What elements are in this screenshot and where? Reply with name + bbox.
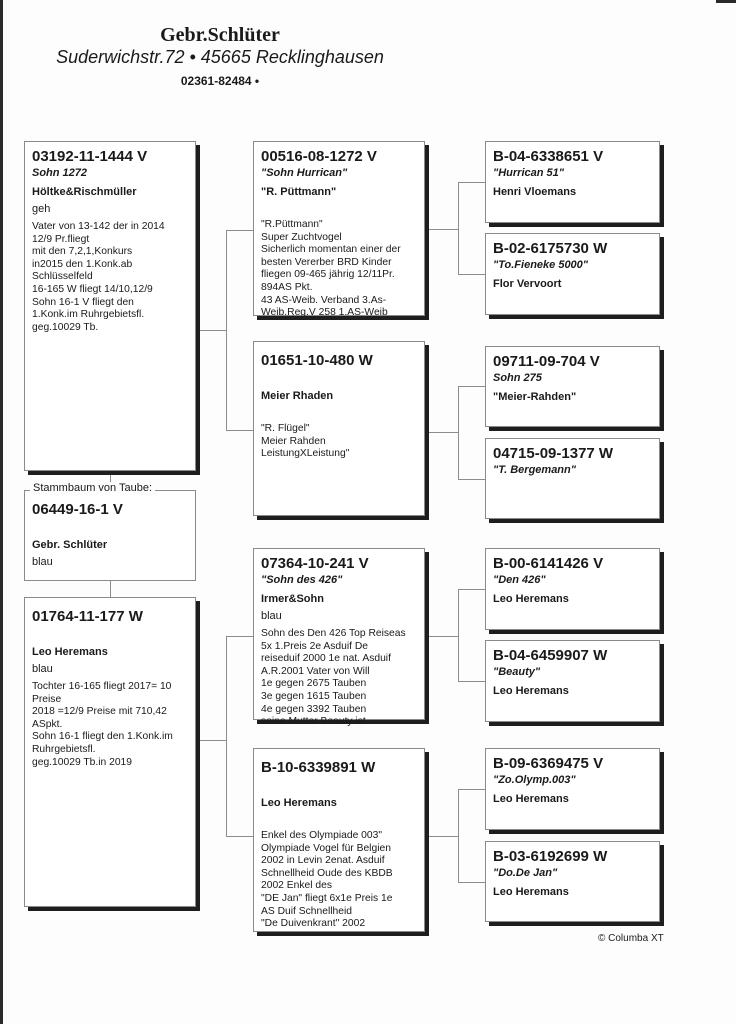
nickname: "To.Fieneke 5000" [493,259,589,271]
breeder: Meier Rhaden [261,390,334,402]
nickname: "Den 426" [493,574,546,586]
connector-line [425,229,458,230]
great-grandparent-card [485,233,660,315]
color: blau [32,556,53,568]
connector-line [458,882,485,883]
breeder: Flor Vervoort [493,278,562,290]
breeder: Leo Heremans [493,685,569,697]
connector-line [458,681,485,682]
ring-number: 04715-09-1377 W [493,445,614,462]
notes: Sohn des Den 426 Top Reiseas 5x 1.Preis 2e Asduif De reiseduif 2000 1e nat. Asduif A.R.2001 Vater von Will 1e gegen 2675 Tauben 3e gegen 1615 Tauben 4e gegen 3392 Tauben seine Mutter Beauty ist [261,628,406,728]
ring-number: B-09-6369475 V [493,755,604,772]
nickname: "Beauty" [493,666,541,678]
connector-line [226,230,227,430]
connector-line [458,386,459,479]
breeder: Leo Heremans [493,886,569,898]
notes: "R.Püttmann" Super Zuchtvogel Sicherlich momentan einer der besten Vererber BRD Kinder fliegen 09-465 jährig 12/11Pr. 894AS Pkt. 43 AS-Weib. Verband 3.As- Weib.Reg.V 258 1.AS-Weib [261,219,401,319]
color: blau [261,610,282,622]
breeder: Leo Heremans [32,646,108,658]
breeder: Henri Vloemans [493,186,577,198]
ring-number: 03192-11-1444 V [32,148,148,165]
notes: Enkel des Olympiade 003" Olympiade Vogel für Belgien 2002 in Levin 2enat. Asduif Schnellheid Oude des KBDB 2002 Enkel des "DE Jan" fliegt 6x1e Preis 1e AS Duif Schnellheid "De Duivenkrant" 2002 [261,830,393,930]
connector-line [425,432,458,433]
nickname: "Sohn Hurrican" [261,167,348,179]
mother-card [24,597,196,907]
ring-number: 01651-10-480 W [261,352,373,369]
great-grandparent-card [485,548,660,630]
great-grandparent-card [485,748,660,830]
notes: Vater von 13-142 der in 2014 12/9 Pr.fliegt mit den 7,2,1,Konkurs in2015 den 1.Konk.ab Schlüsselfeld 16-165 W fliegt 14/10,12/9 Sohn 16-1 V fliegt den 1.Konk.im Ruhrgebietsfl. geg.10029 Tb. [32,221,165,333]
breeder: Höltke&Rischmüller [32,186,137,198]
color: blau [32,663,53,675]
ring-number: B-03-6192699 W [493,848,608,865]
grandmother-maternal-card [253,748,425,932]
breeder: Irmer&Sohn [261,593,324,605]
ring-number: 06449-16-1 V [32,501,123,518]
connector-line [458,789,485,790]
notes: Tochter 16-165 fliegt 2017= 10 Preise 2018 =12/9 Preise mit 710,42 ASpkt. Sohn 16-1 fliegt den 1.Konk.im Ruhrgebietsfl. geg.10029 Tb.in 2019 [32,681,173,768]
connector-line [226,430,253,431]
nickname: "Zo.Olymp.003" [493,774,576,786]
nickname: "Hurrican 51" [493,167,564,179]
pedigree-legend: Stammbaum von Taube: [30,482,155,495]
grandfather-paternal-card [253,141,425,319]
scan-edge [716,0,736,3]
connector-line [196,740,226,741]
ring-number: 07364-10-241 V [261,555,369,572]
ring-number: 00516-08-1272 V [261,148,377,165]
connector-line [458,182,485,183]
connector-line [425,836,458,837]
ring-number: B-10-6339891 W [261,759,376,776]
loft-name: Gebr.Schlüter [160,24,280,46]
ring-number: B-04-6459907 W [493,647,608,664]
connector-line [110,581,111,597]
connector-line [226,636,227,836]
connector-line [458,182,459,274]
connector-line [458,789,459,882]
connector-line [226,836,253,837]
nickname: "T. Bergemann" [493,464,576,476]
connector-line [458,589,485,590]
connector-line [226,636,253,637]
nickname: Sohn 1272 [32,167,88,179]
loft-phone: 02361-82484 • [180,74,260,88]
breeder: Leo Heremans [493,793,569,805]
copyright-footer: © Columba XT [598,933,664,944]
great-grandparent-card [485,640,660,722]
grandmother-paternal-card [253,341,425,516]
breeder: Leo Heremans [261,797,337,809]
loft-address: Suderwichstr.72 • 45665 Recklinghausen [56,47,384,67]
breeder: "Meier-Rahden" [493,391,577,403]
great-grandparent-card [485,438,660,519]
father-card [24,141,196,471]
connector-line [226,230,253,231]
connector-line [196,330,226,331]
ring-number: B-04-6338651 V [493,148,604,165]
subject-card [24,490,196,581]
nickname: "Sohn des 426" [261,574,343,586]
connector-line [458,589,459,681]
connector-line [458,386,485,387]
notes: "R. Flügel" Meier Rahden LeistungXLeistung" [261,423,350,460]
breeder: "R. Püttmann" [261,186,337,198]
color: geh [32,203,51,215]
connector-line [425,636,458,637]
great-grandparent-card [485,141,660,223]
connector-line [458,274,485,275]
scan-edge [0,0,3,1024]
ring-number: B-00-6141426 V [493,555,604,572]
connector-line [458,479,485,480]
great-grandparent-card [485,346,660,427]
ring-number: B-02-6175730 W [493,240,608,257]
breeder: Leo Heremans [493,593,569,605]
grandfather-maternal-card [253,548,425,728]
ring-number: 01764-11-177 W [32,608,143,625]
nickname: Sohn 275 [493,372,542,384]
breeder: Gebr. Schlüter [32,539,108,551]
ring-number: 09711-09-704 V [493,353,600,370]
nickname: "Do.De Jan" [493,867,558,879]
great-grandparent-card [485,841,660,922]
